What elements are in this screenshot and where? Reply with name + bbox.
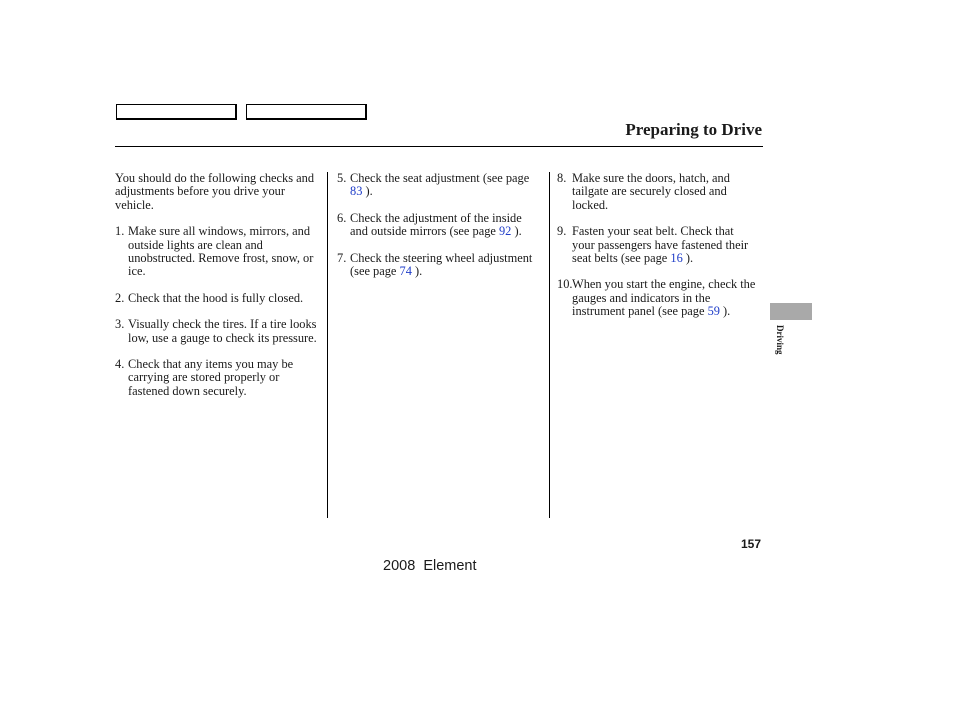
column-3 bbox=[557, 172, 759, 332]
item-number: 2. bbox=[115, 290, 125, 305]
checklist-item bbox=[337, 252, 537, 279]
column-2 bbox=[337, 172, 537, 291]
item-number: 9. bbox=[557, 224, 567, 239]
item-number: 8. bbox=[557, 171, 567, 185]
item-text-end: ). bbox=[719, 304, 731, 319]
item-text: Check the steering wheel adjustment (see page bbox=[350, 250, 533, 279]
title-divider bbox=[115, 146, 763, 147]
item-text-end: ). bbox=[511, 224, 522, 239]
item-text: Make sure all windows, mirrors, and outside lights are clean and unobstructed. Remove frost, snow, or ice. bbox=[128, 224, 314, 279]
section-label: Driving bbox=[775, 325, 785, 355]
item-text: Check the seat adjustment (see page bbox=[350, 171, 530, 185]
next-page-button[interactable] bbox=[246, 104, 367, 120]
page-link[interactable]: 59 bbox=[707, 304, 720, 319]
item-text: Visually check the tires. If a tire looks low, use a gauge to check its pressure. bbox=[128, 317, 317, 345]
item-number: 4. bbox=[115, 357, 125, 372]
checklist-item bbox=[115, 318, 323, 345]
item-number: 3. bbox=[115, 317, 125, 332]
item-text: Check that any items you may be carrying are stored properly or fastened down securely. bbox=[128, 357, 294, 398]
checklist-item bbox=[115, 292, 323, 305]
column-divider bbox=[549, 172, 550, 518]
page-title: Preparing to Drive bbox=[625, 120, 762, 139]
previous-page-button[interactable] bbox=[116, 104, 237, 120]
column-1 bbox=[115, 172, 323, 411]
checklist-item bbox=[337, 212, 537, 239]
item-number: 7. bbox=[337, 250, 347, 265]
page-number: 157 bbox=[741, 537, 762, 551]
item-text: When you start the engine, check the gauges and indicators in the instrument panel (see page bbox=[572, 277, 756, 319]
footer-model: 2008 Element bbox=[383, 558, 477, 574]
column-divider bbox=[327, 172, 328, 518]
section-tab bbox=[770, 303, 812, 320]
item-number: 1. bbox=[115, 224, 125, 239]
checklist-item bbox=[557, 172, 759, 212]
item-text: Check the adjustment of the inside and outside mirrors (see page bbox=[350, 210, 522, 239]
checklist-item bbox=[337, 172, 537, 199]
intro-paragraph: You should do the following checks and adjustments before you drive your vehicle. bbox=[115, 171, 315, 212]
item-number: 10. bbox=[557, 277, 573, 292]
item-text: Make sure the doors, hatch, and tailgate are securely closed and locked. bbox=[572, 171, 730, 212]
page-link[interactable]: 92 bbox=[498, 224, 512, 239]
checklist-item bbox=[557, 225, 759, 265]
item-number: 5. bbox=[337, 171, 347, 185]
checklist-item bbox=[115, 358, 323, 398]
item-number: 6. bbox=[337, 210, 347, 225]
page-link[interactable]: 74 bbox=[399, 264, 412, 279]
checklist-item bbox=[557, 278, 759, 318]
item-text-end: ). bbox=[682, 251, 694, 266]
item-text-end: ). bbox=[411, 264, 423, 279]
page-link[interactable]: 16 bbox=[670, 251, 683, 266]
item-text: Check that the hood is fully closed. bbox=[128, 290, 304, 305]
item-text: Fasten your seat belt. Check that your passengers have fastened their seat belts (see page bbox=[572, 224, 749, 266]
item-text-end: ). bbox=[362, 184, 373, 199]
page-link[interactable]: 83 bbox=[350, 184, 363, 199]
checklist-item bbox=[115, 225, 323, 279]
